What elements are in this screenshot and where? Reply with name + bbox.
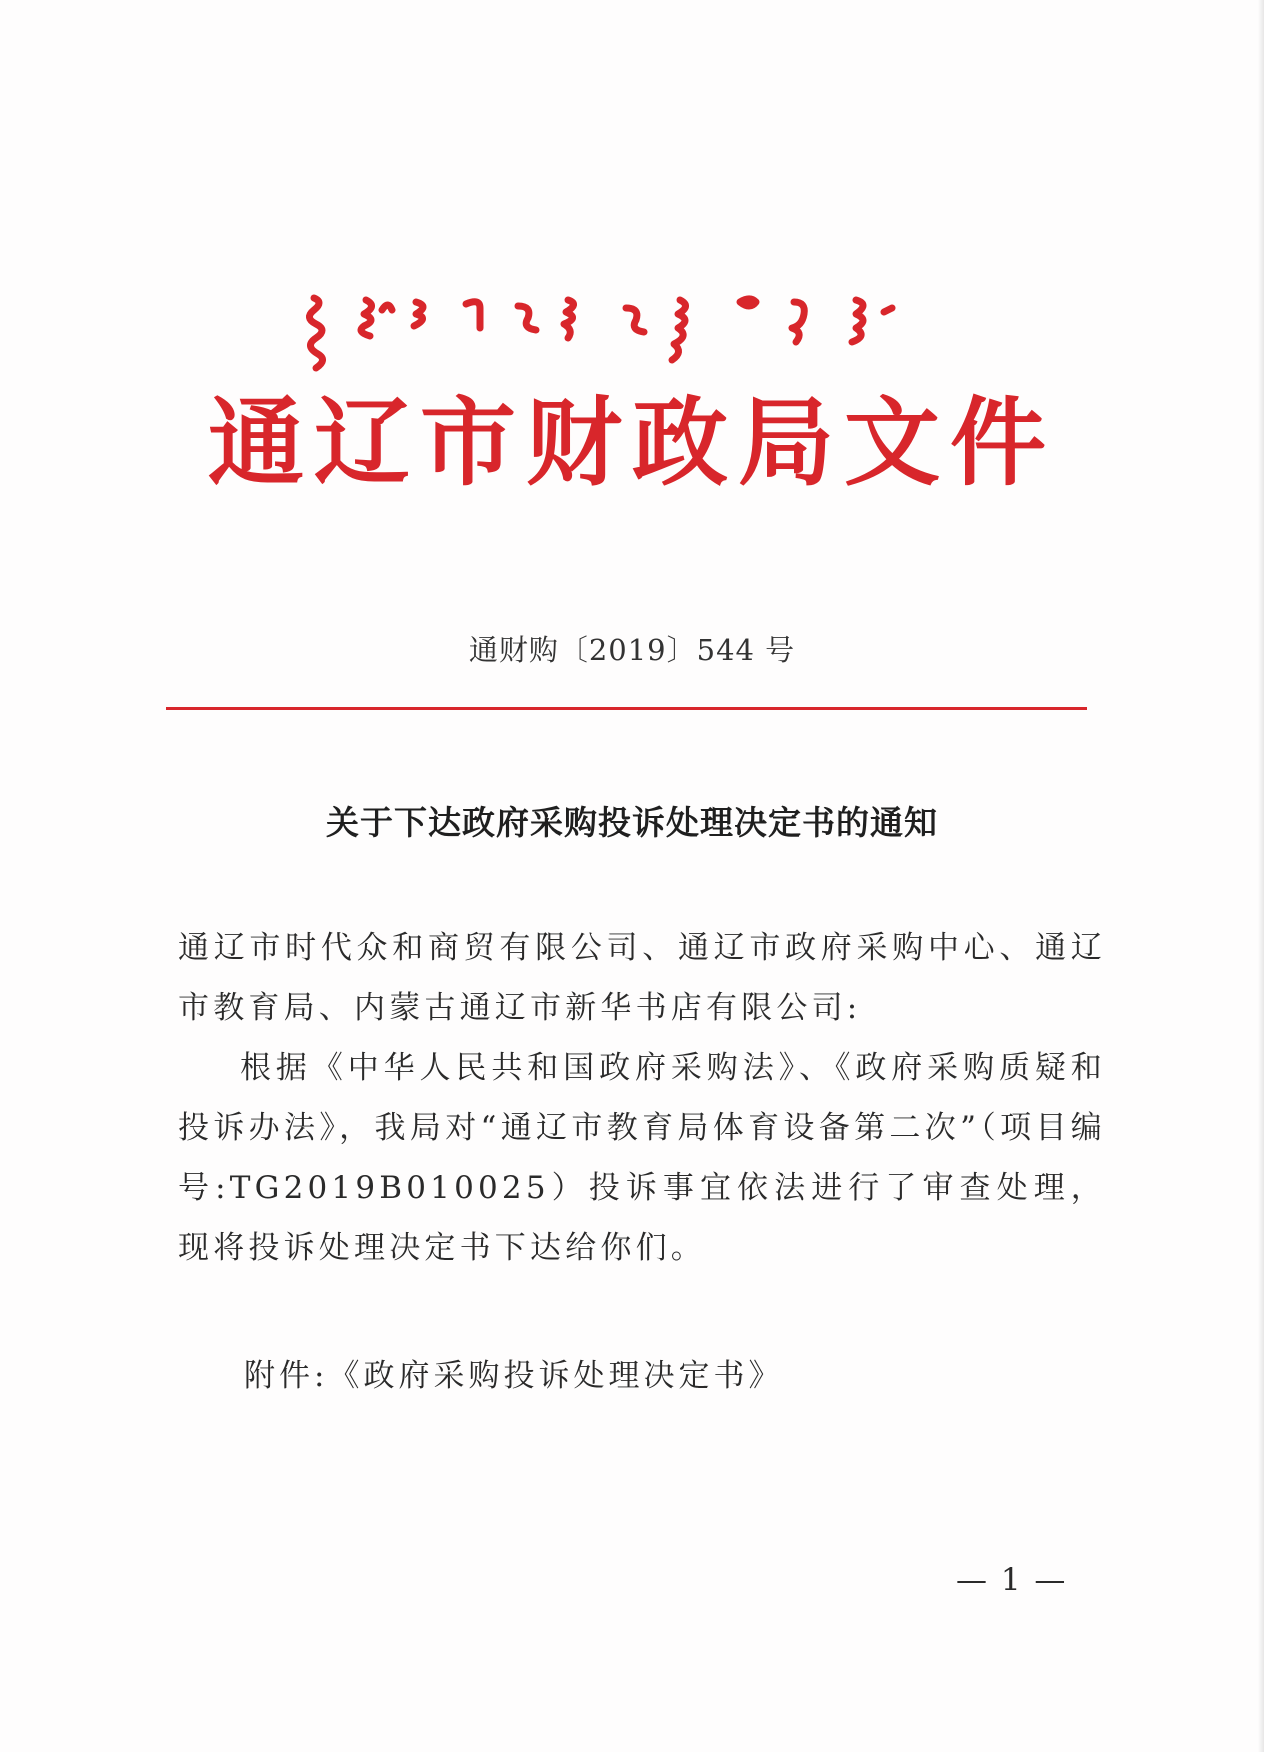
recipients-paragraph: 通辽市时代众和商贸有限公司、通辽市政府采购中心、通辽市教育局、内蒙古通辽市新华书店有限公司: [178, 930, 1106, 1026]
document-number: 通财购〔2019〕544 号 [468, 633, 796, 667]
red-divider-line [166, 707, 1087, 710]
main-paragraph: 根据《中华人民共和国政府采购法》、《政府采购质疑和投诉办法》，我局对“通辽市教育局体育设备第二次”（项目编号:TG2019B010025）投诉事宜依法进行了审查处理，现将投诉处理决定书下达给你们。 [178, 1050, 1106, 1266]
attachment-line [244, 1350, 783, 1395]
notice-body [178, 918, 1106, 1278]
scan-edge [1258, 0, 1264, 1752]
attachment-text: 附件:《政府采购投诉处理决定书》 [244, 1358, 784, 1394]
notice-title: 关于下达政府采购投诉处理决定书的通知 [326, 803, 938, 842]
page-number: — 1 — [956, 1562, 1068, 1598]
mongolian-script-title-icon [296, 290, 976, 378]
document-header-title: 通辽市财政局文件 [208, 387, 1056, 499]
